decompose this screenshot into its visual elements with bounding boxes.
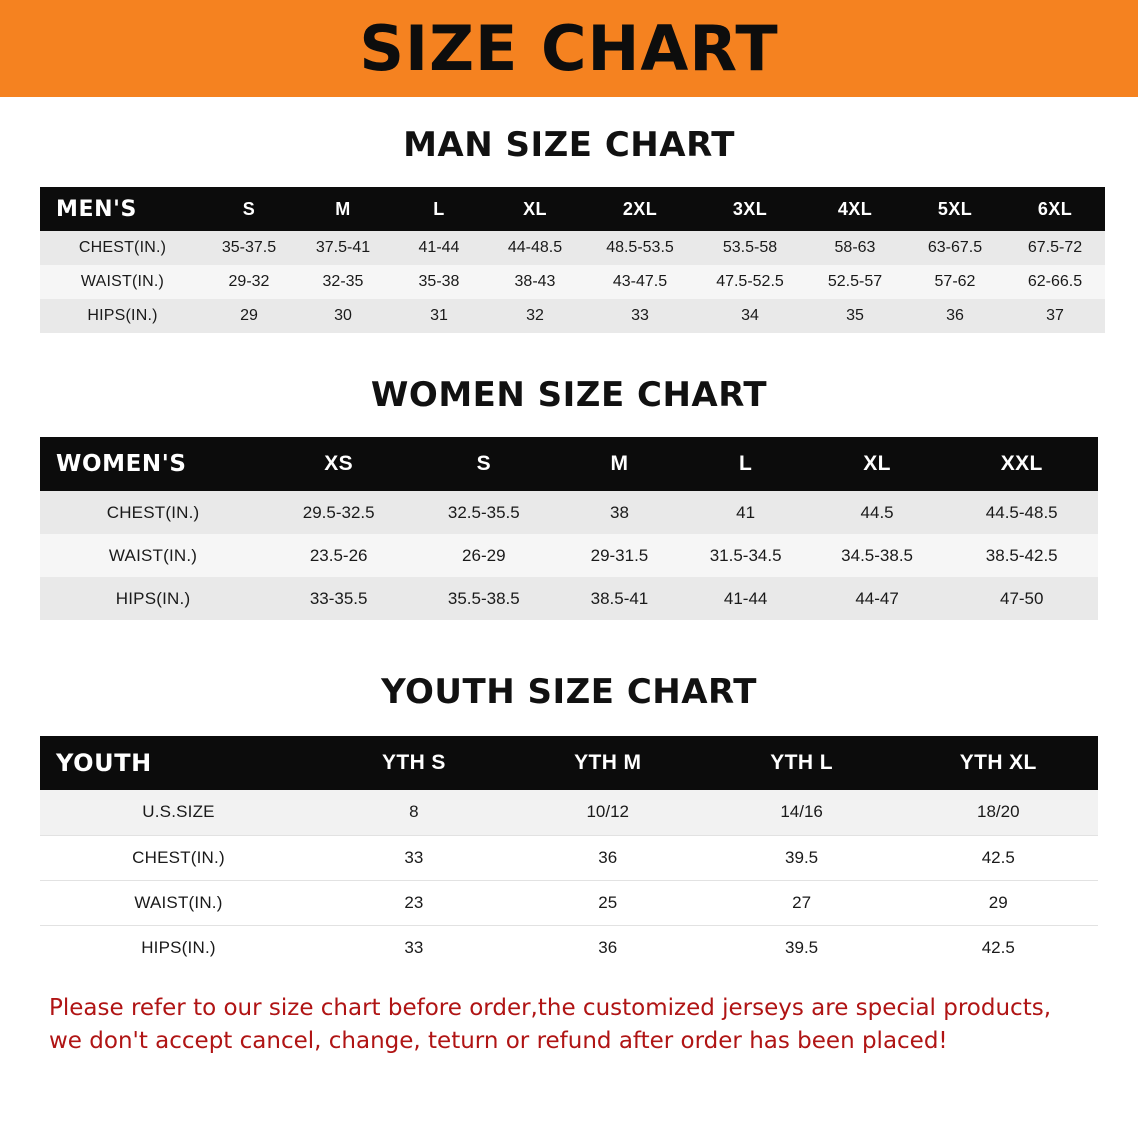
table-row [40, 925, 1098, 970]
man-cell-1-7: 57-62 [934, 273, 976, 290]
youth-cell-1-0: 33 [317, 835, 511, 880]
women-cell-1-5: 38.5-42.5 [985, 545, 1058, 565]
women-cell-0-0: 29.5-32.5 [302, 502, 375, 522]
man-cell-1-8: 62-66.5 [1027, 273, 1083, 290]
women-cell-2-1: 35.5-38.5 [447, 588, 520, 608]
man-cell-2-3: 32 [526, 307, 544, 324]
man-cell-2-6: 35 [846, 307, 864, 324]
man-cell-0-1: 37.5-41 [315, 239, 371, 256]
youth-cell-0-1: 10/12 [511, 790, 705, 835]
man-cell-0-5: 53.5-58 [722, 239, 778, 256]
youth-cell-3-3: 42.5 [981, 937, 1015, 957]
women-header-cell-5: XL [863, 452, 891, 475]
man-cell-1-6: 52.5-57 [827, 273, 883, 290]
man-header-cell-3: L [433, 198, 445, 219]
man-size-table [40, 187, 1105, 333]
disclaimer-note [49, 992, 1089, 1059]
youth-row-label-1: CHEST(IN.) [40, 835, 317, 880]
table-row [40, 299, 1105, 333]
man-cell-0-0: 35-37.5 [221, 239, 277, 256]
man-header-cell-9: 6XL [1037, 198, 1073, 219]
man-cell-2-5: 34 [741, 307, 759, 324]
man-header-cell-6: 3XL [732, 198, 768, 219]
youth-cell-0-0: 8 [317, 790, 511, 835]
man-header-cell-4: XL [523, 198, 547, 219]
women-size-table [40, 437, 1098, 620]
women-cell-1-1: 26-29 [462, 545, 506, 565]
man-cell-0-7: 63-67.5 [927, 239, 983, 256]
man-cell-0-8: 67.5-72 [1027, 239, 1083, 256]
man-cell-2-4: 33 [631, 307, 649, 324]
table-row [40, 534, 1098, 577]
women-header-cell-0: WOMEN'S [56, 451, 187, 477]
women-cell-0-5: 44.5-48.5 [985, 502, 1058, 522]
man-cell-1-3: 38-43 [514, 273, 556, 290]
women-cell-0-4: 44.5 [860, 502, 894, 522]
women-cell-1-3: 31.5-34.5 [709, 545, 782, 565]
women-cell-2-0: 33-35.5 [309, 588, 368, 608]
youth-size-table-wrapper [40, 736, 1098, 970]
youth-header-row [40, 736, 1098, 790]
youth-row-label-0: U.S.SIZE [40, 790, 317, 835]
man-cell-1-5: 47.5-52.5 [716, 273, 784, 290]
women-row-label-1: WAIST(IN.) [108, 545, 198, 565]
women-header-cell-2: S [476, 452, 491, 475]
youth-cell-1-3: 42.5 [899, 835, 1098, 880]
table-row [40, 231, 1105, 265]
youth-cell-3-0: 33 [404, 937, 424, 957]
women-header-cell-3: M [610, 452, 629, 475]
man-header-row [40, 187, 1105, 231]
man-cell-1-0: 29-32 [228, 273, 270, 290]
page-banner [0, 0, 1138, 97]
youth-cell-2-1: 25 [511, 880, 705, 925]
women-cell-0-3: 41 [736, 502, 756, 522]
women-cell-0-2: 38 [609, 502, 629, 522]
youth-cell-0-2: 14/16 [705, 790, 899, 835]
youth-cell-2-3: 29 [899, 880, 1098, 925]
man-row-label-2: HIPS(IN.) [87, 307, 158, 324]
table-row [40, 577, 1098, 620]
women-cell-1-4: 34.5-38.5 [841, 545, 914, 565]
man-cell-1-1: 32-35 [322, 273, 364, 290]
youth-cell-2-2: 27 [705, 880, 899, 925]
youth-row-label-2: WAIST(IN.) [40, 880, 317, 925]
table-row [40, 265, 1105, 299]
man-section-title: MAN SIZE CHART [403, 125, 735, 165]
women-cell-2-2: 38.5-41 [590, 588, 649, 608]
women-size-table-wrapper [40, 437, 1098, 620]
table-row [40, 880, 1098, 925]
page-title: SIZE CHART [359, 11, 779, 85]
table-row [40, 491, 1098, 534]
youth-cell-2-0: 23 [317, 880, 511, 925]
table-row [40, 835, 1098, 880]
man-cell-2-1: 30 [334, 307, 352, 324]
man-cell-0-6: 58-63 [834, 239, 876, 256]
women-header-row [40, 437, 1098, 491]
man-header-cell-8: 5XL [937, 198, 973, 219]
man-row-label-0: CHEST(IN.) [78, 239, 167, 256]
women-header-cell-6: XXL [1000, 452, 1043, 475]
women-cell-2-4: 44-47 [855, 588, 899, 608]
man-cell-0-3: 44-48.5 [507, 239, 563, 256]
man-cell-1-4: 43-47.5 [612, 273, 668, 290]
man-header-cell-2: M [335, 198, 351, 219]
youth-cell-1-1: 36 [511, 835, 705, 880]
man-cell-2-2: 31 [430, 307, 448, 324]
women-header-cell-4: L [739, 452, 753, 475]
youth-cell-0-3: 18/20 [899, 790, 1098, 835]
youth-header-cell-1: YTH S [381, 751, 446, 774]
man-header-cell-0: MEN'S [56, 196, 137, 222]
man-cell-0-4: 48.5-53.5 [606, 239, 674, 256]
women-row-label-2: HIPS(IN.) [115, 588, 191, 608]
man-header-cell-1: S [242, 198, 256, 219]
man-cell-1-2: 35-38 [418, 273, 460, 290]
women-cell-1-0: 23.5-26 [309, 545, 368, 565]
man-cell-2-7: 36 [946, 307, 964, 324]
women-cell-2-5: 47-50 [999, 588, 1044, 608]
youth-cell-3-1: 36 [598, 937, 618, 957]
youth-header-cell-0: YOUTH [56, 749, 152, 777]
youth-cell-3-2: 39.5 [785, 937, 819, 957]
youth-cell-1-2: 39.5 [705, 835, 899, 880]
youth-section-title: YOUTH SIZE CHART [381, 672, 757, 712]
youth-header-cell-3: YTH L [770, 751, 833, 774]
youth-header-cell-2: YTH M [574, 751, 642, 774]
women-header-cell-1: XS [324, 452, 354, 475]
youth-row-label-3: HIPS(IN.) [141, 937, 216, 957]
women-cell-1-2: 29-31.5 [590, 545, 649, 565]
man-size-table-wrapper [40, 187, 1098, 333]
man-row-label-1: WAIST(IN.) [80, 273, 165, 290]
man-cell-2-0: 29 [240, 307, 258, 324]
women-cell-0-1: 32.5-35.5 [447, 502, 520, 522]
youth-header-cell-4: YTH XL [959, 751, 1037, 774]
man-cell-2-8: 37 [1046, 307, 1064, 324]
disclaimer-line-2: we don't accept cancel, change, teturn or refund after order has been placed! [49, 1028, 948, 1055]
women-cell-2-3: 41-44 [723, 588, 768, 608]
women-row-label-0: CHEST(IN.) [106, 502, 200, 522]
man-header-cell-7: 4XL [837, 198, 873, 219]
youth-size-table [40, 736, 1098, 970]
man-cell-0-2: 41-44 [418, 239, 460, 256]
man-header-cell-5: 2XL [622, 198, 658, 219]
disclaimer-line-1: Please refer to our size chart before order,the customized jerseys are special products, [49, 995, 1052, 1021]
table-row [40, 790, 1098, 835]
women-section-title: WOMEN SIZE CHART [370, 375, 768, 415]
